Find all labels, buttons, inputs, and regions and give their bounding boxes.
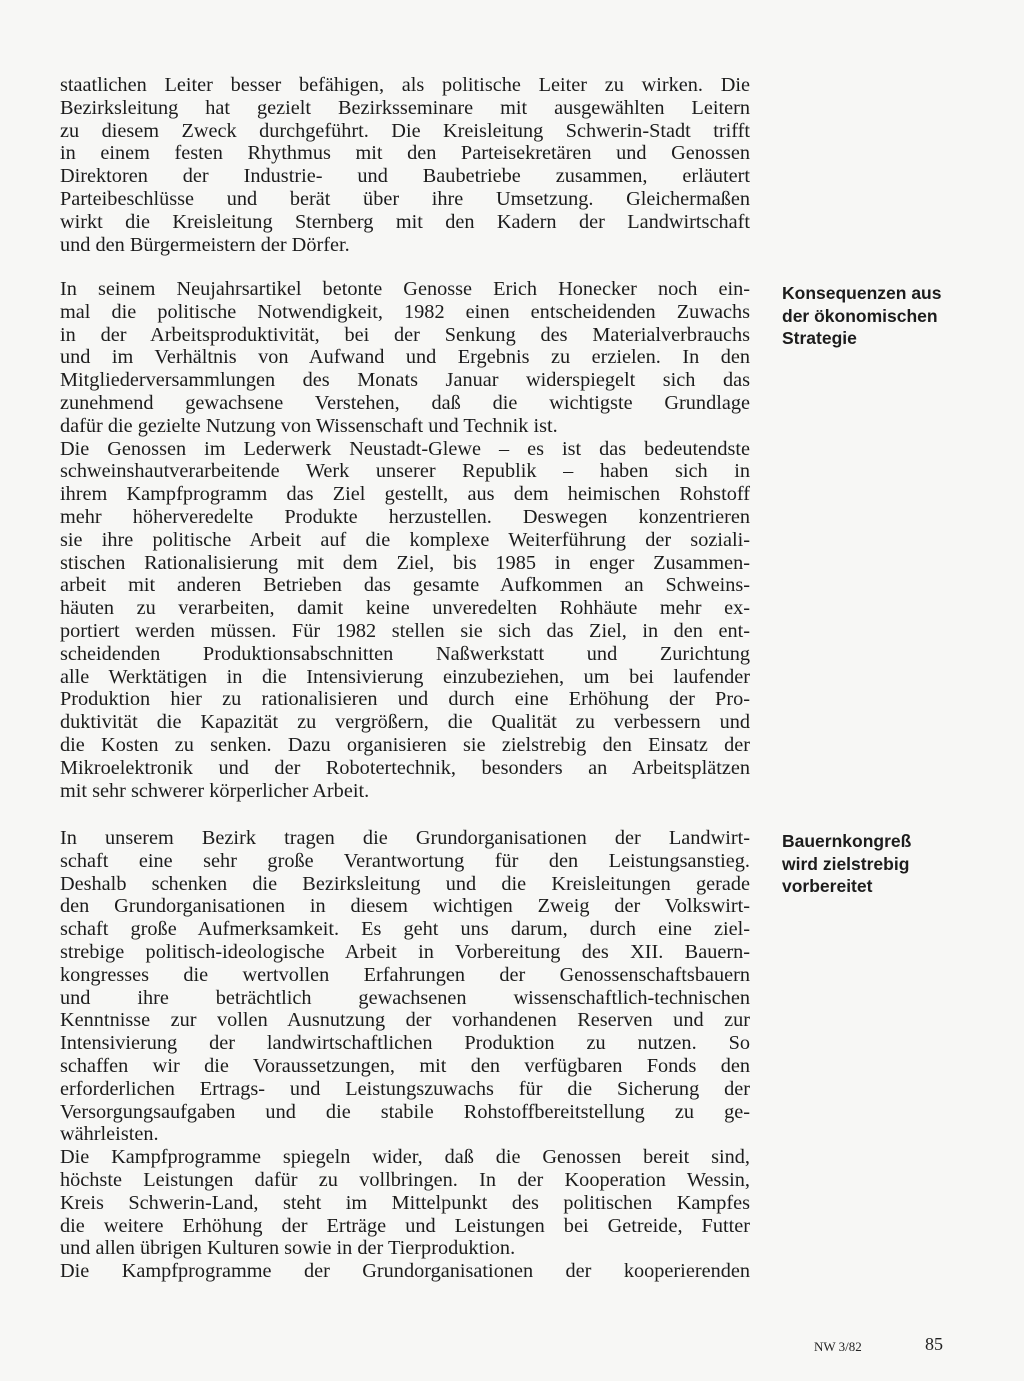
text-line: mal die politische Notwendigkeit, 1982 einen entscheidenden Zuwachs (60, 300, 750, 323)
text-line: Mikroelektronik und der Robotertechnik, besonders an Arbeitsplätzen (60, 756, 750, 779)
text-line: in einem festen Rhythmus mit den Parteisekretären und Genossen (60, 142, 750, 165)
text-line: dafür die gezielte Nutzung von Wissenschaft und Technik ist. (60, 414, 558, 437)
text-line: sie ihre politische Arbeit auf die komplexe Weiterführung der soziali- (60, 528, 750, 551)
text-line: und allen übrigen Kulturen sowie in der Tierproduktion. (60, 1237, 516, 1260)
text-line: Die Genossen im Lederwerk Neustadt-Glewe – es ist das bedeutendste (60, 437, 750, 460)
margin-note-line: Konsequenzen aus (782, 283, 942, 303)
text-line: strebige politisch-ideologische Arbeit in Vorbereitung des XII. Bauern- (60, 940, 750, 963)
text-line: Kenntnisse zur vollen Ausnutzung der vorhandenen Reserven und zur (60, 1009, 750, 1032)
text-line: duktivität die Kapazität zu vergrößern, die Qualität zu verbessern und (60, 711, 750, 734)
text-line: scheidenden Produktionsabschnitten Naßwerkstatt und Zurichtung (60, 642, 750, 665)
text-line: Bezirksleitung hat gezielt Bezirksseminare mit ausgewählten Leitern (60, 96, 750, 119)
text-line: schaft eine sehr große Verantwortung für den Leistungsanstieg. (60, 849, 750, 872)
page-number: 85 (925, 1334, 943, 1354)
text-line: wirkt die Kreisleitung Sternberg mit den Kadern der Landwirtschaft (60, 210, 750, 233)
text-line: häuten zu verarbeiten, damit keine unveredelten Rohhäute mehr ex- (60, 597, 750, 620)
text-line: alle Werktätigen in die Intensivierung einzubeziehen, um bei laufender (60, 665, 750, 688)
text-line: mehr höherveredelte Produkte herzustellen. Deswegen konzentrieren (60, 505, 750, 528)
text-line: In seinem Neujahrsartikel betonte Genosse Erich Honecker noch ein- (60, 278, 750, 300)
text-line: die weitere Erhöhung der Erträge und Leistungen bei Getreide, Futter (60, 1214, 750, 1237)
text-line: Versorgungsaufgaben und die stabile Rohstoffbereitstellung zu ge- (60, 1100, 750, 1123)
text-line: portiert werden müssen. Für 1982 stellen sie sich das Ziel, in den ent- (60, 619, 750, 642)
margin-note-line: Bauernkongreß (782, 831, 912, 851)
text-line: und im Verhältnis von Aufwand und Ergebnis zu erzielen. In den (60, 346, 750, 369)
text-line: stischen Rationalisierung mit dem Ziel, bis 1985 in enger Zusammen- (60, 551, 750, 574)
margin-note-line: wird zielstrebig (782, 853, 910, 874)
text-line: und den Bürgermeistern der Dörfer. (60, 233, 350, 256)
text-line: währleisten. (60, 1123, 159, 1146)
text-line: Deshalb schenken die Bezirksleitung und die Kreisleitungen gerade (60, 872, 750, 895)
margin-note-line: Strategie (782, 328, 857, 348)
text-line: den Grundorganisationen in diesem wichtigen Zweig der Volkswirt- (60, 895, 750, 918)
text-line: Kreis Schwerin-Land, steht im Mittelpunkt des politischen Kampfes (60, 1191, 750, 1214)
text-line: mit sehr schwerer körperlicher Arbeit. (60, 779, 370, 802)
text-line: ihrem Kampfprogramm das Ziel gestellt, aus dem heimischen Rohstoff (60, 483, 750, 506)
paragraph-3 (60, 827, 750, 1283)
paragraph-2 (60, 278, 750, 802)
text-line: schweinshautverarbeitende Werk unserer Republik – haben sich in (60, 460, 750, 483)
text-line: die Kosten zu senken. Dazu organisieren sie zielstrebig den Einsatz der (60, 733, 750, 756)
margin-note-line: vorbereitet (782, 876, 873, 896)
text-line: arbeit mit anderen Betrieben das gesamte Aufkommen an Schweins- (60, 574, 750, 597)
text-line: schaft große Aufmerksamkeit. Es geht uns darum, durch eine ziel- (60, 918, 750, 941)
issue-label: NW 3/82 (814, 1339, 862, 1354)
text-line: Mitgliederversammlungen des Monats Januar widerspiegelt sich das (60, 369, 750, 392)
margin-note-line: der ökonomischen (782, 305, 938, 326)
text-line: Die Kampfprogramme der Grundorganisationen der kooperierenden (60, 1260, 750, 1283)
text-line: Produktion hier zu rationalisieren und durch eine Erhöhung der Pro- (60, 688, 750, 711)
text-line: und ihre beträchtlich gewachsenen wissenschaftlich-technischen (60, 986, 750, 1009)
margin-note-bauernkongress (782, 830, 1012, 898)
text-line: Parteibeschlüsse und berät über ihre Umsetzung. Gleichermaßen (60, 187, 750, 210)
text-line: zunehmend gewachsene Verstehen, daß die wichtigste Grundlage (60, 391, 750, 414)
paragraph-1 (60, 74, 750, 256)
text-line: erforderlichen Ertrags- und Leistungszuwachs für die Sicherung der (60, 1077, 750, 1100)
text-line: Intensivierung der landwirtschaftlichen Produktion zu nutzen. So (60, 1032, 750, 1055)
margin-note-konsequenzen (782, 282, 1012, 350)
text-line: in der Arbeitsproduktivität, bei der Senkung des Materialverbrauchs (60, 323, 750, 346)
text-line: schaffen wir die Voraussetzungen, mit den verfügbaren Fonds den (60, 1054, 750, 1077)
text-line: höchste Leistungen dafür zu vollbringen. In der Kooperation Wessin, (60, 1168, 750, 1191)
text-line: zu diesem Zweck durchgeführt. Die Kreisleitung Schwerin-Stadt trifft (60, 119, 750, 142)
text-line: Direktoren der Industrie- und Baubetriebe zusammen, erläutert (60, 165, 750, 188)
text-line: kongresses die wertvollen Erfahrungen der Genossenschaftsbauern (60, 963, 750, 986)
text-line: In unserem Bezirk tragen die Grundorganisationen der Landwirt- (60, 827, 750, 849)
text-line: Die Kampfprogramme spiegeln wider, daß die Genossen bereit sind, (60, 1146, 750, 1169)
text-line: staatlichen Leiter besser befähigen, als politische Leiter zu wirken. Die (60, 74, 750, 96)
